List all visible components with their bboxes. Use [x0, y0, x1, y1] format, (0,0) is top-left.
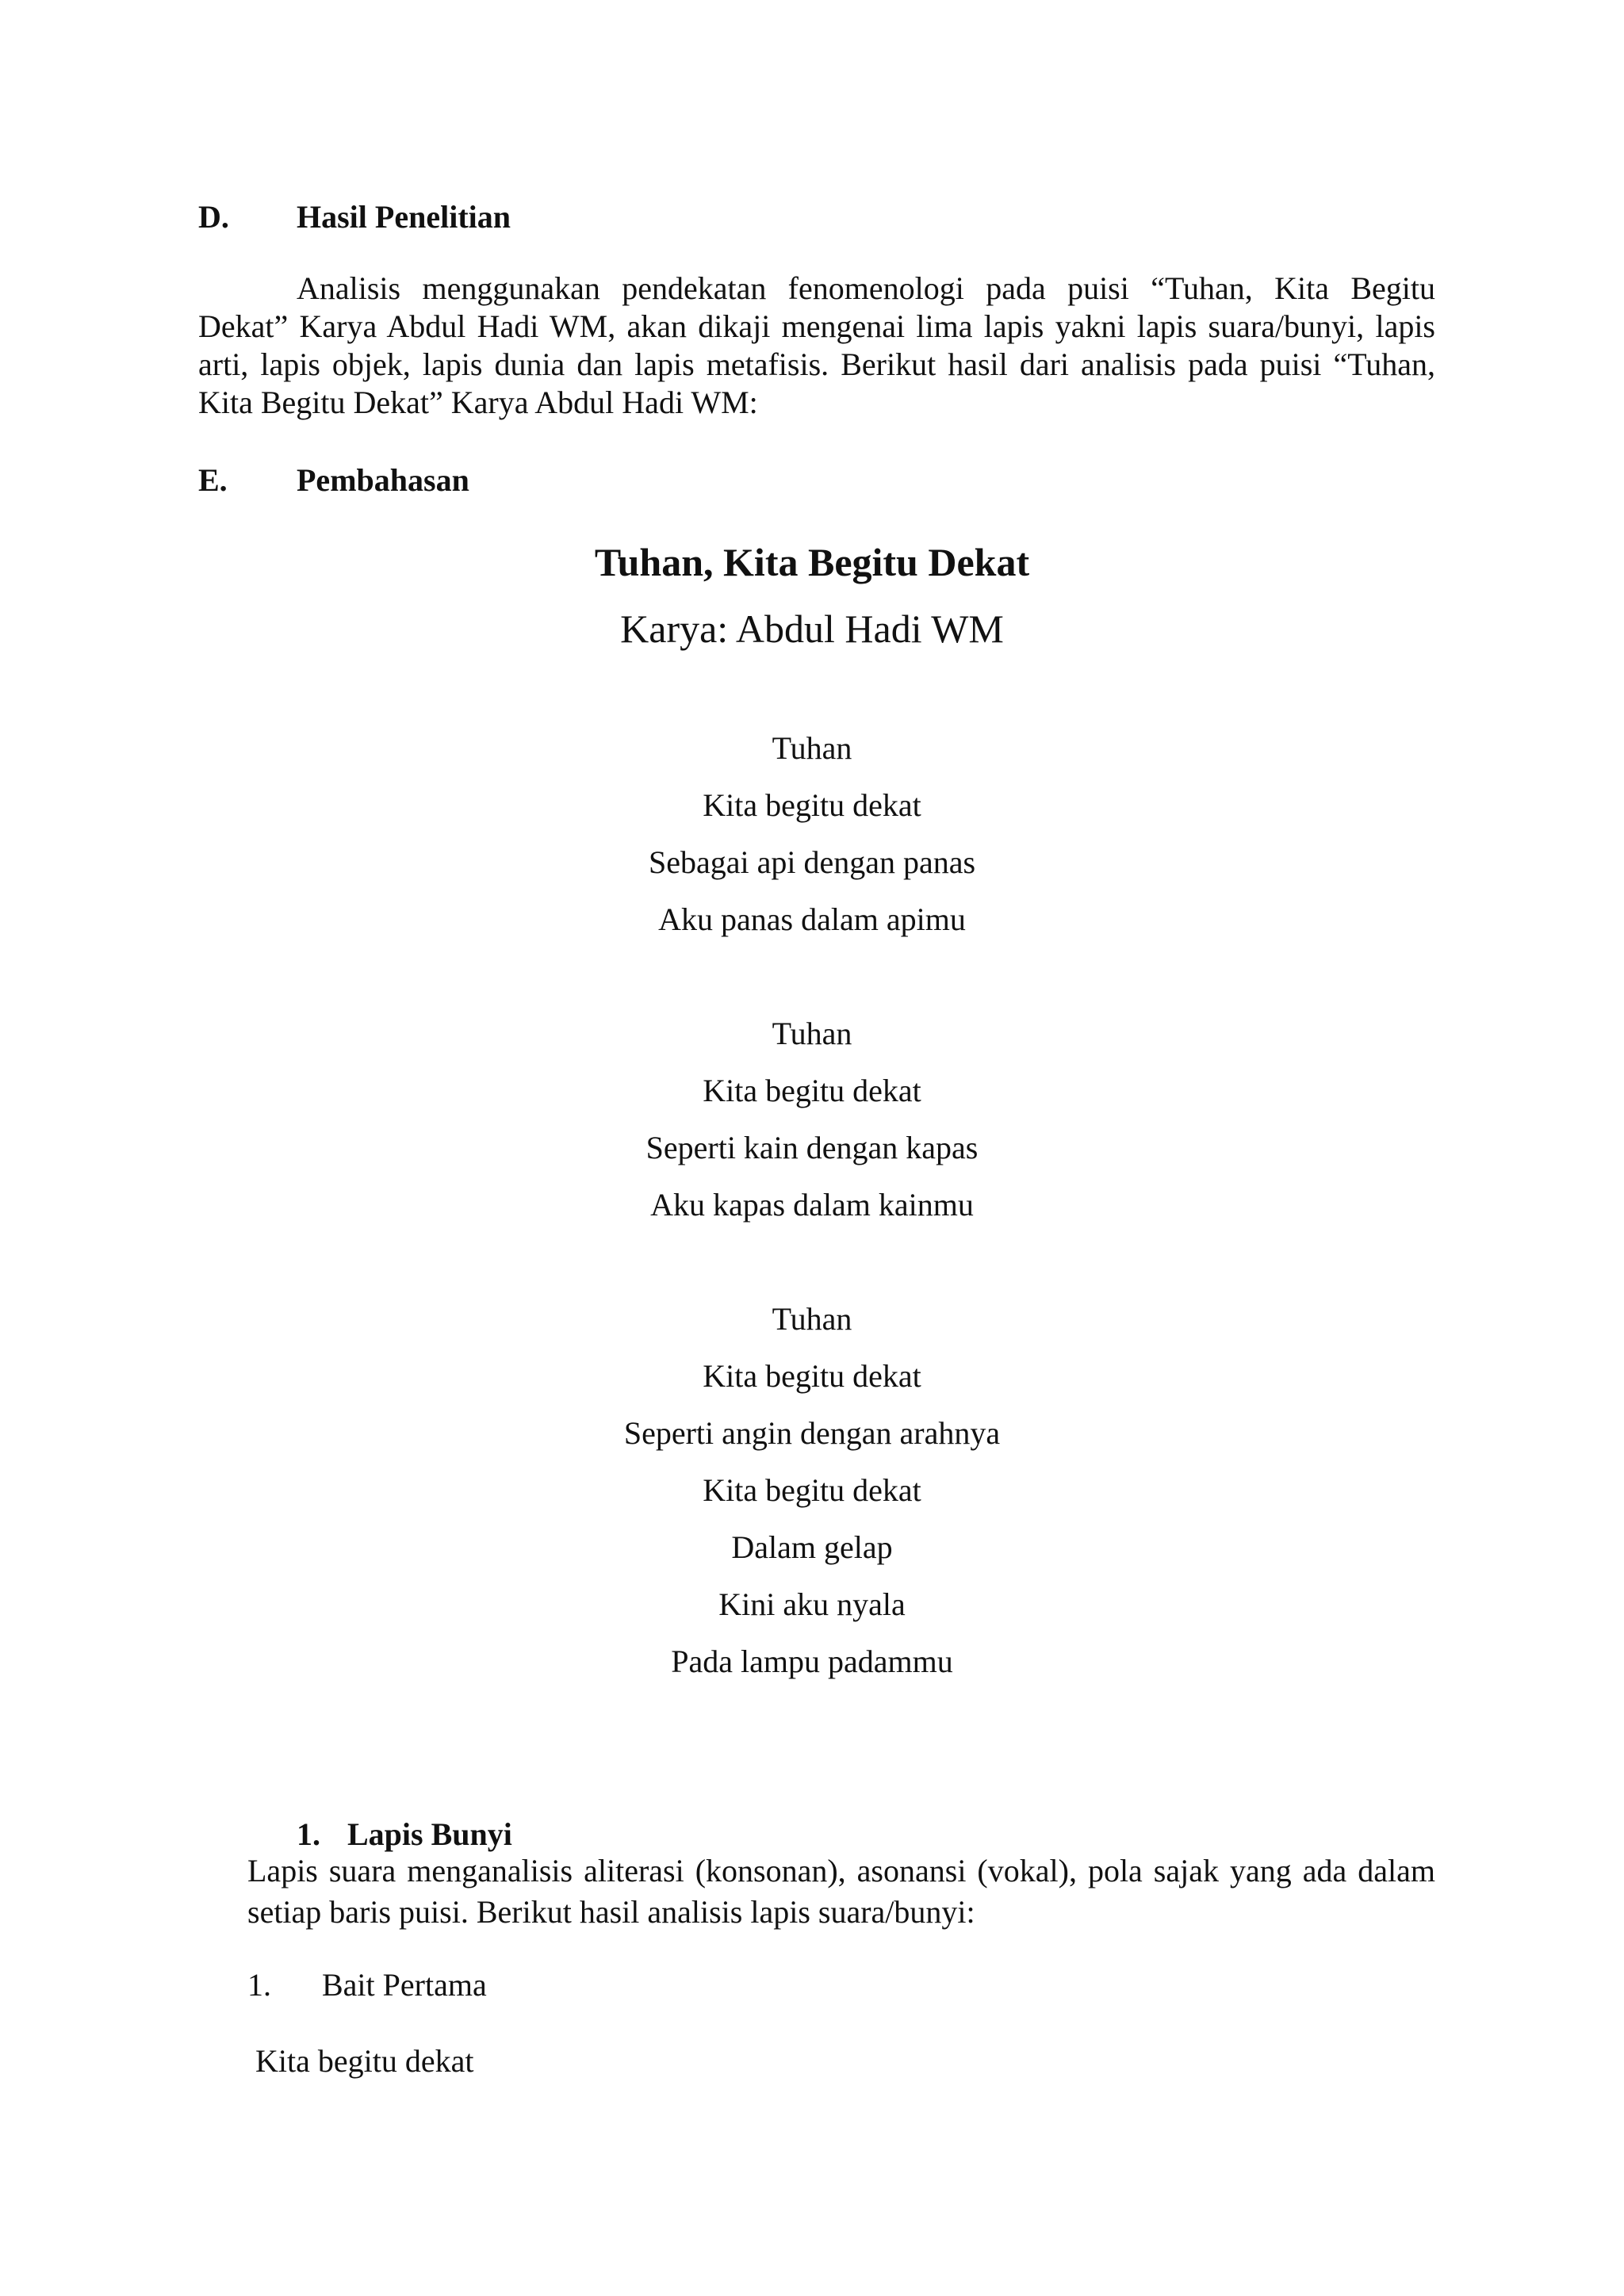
paragraph-line: Kita Begitu Dekat” Karya Abdul Hadi WM:	[198, 385, 758, 420]
trailing-poem-line: Kita begitu dekat	[255, 2043, 474, 2079]
paragraph-line: setiap baris puisi. Berikut hasil analisis lapis suara/bunyi:	[247, 1894, 975, 1930]
section-d-title: Hasil Penelitian	[297, 199, 511, 235]
section-e-title: Pembahasan	[297, 462, 469, 498]
list-item-text: Bait Pertama	[322, 1967, 487, 2003]
poem-title: Tuhan, Kita Begitu Dekat	[594, 540, 1030, 584]
poem-line: Kita begitu dekat	[703, 1358, 921, 1394]
poem-line: Sebagai api dengan panas	[648, 844, 976, 880]
subsection-number: 1.	[297, 1816, 320, 1852]
poem-line: Kita begitu dekat	[703, 787, 921, 823]
poem-line: Tuhan	[772, 1301, 852, 1337]
section-d-letter: D.	[198, 199, 229, 235]
poem-line: Aku kapas dalam kainmu	[650, 1187, 974, 1223]
paragraph-lapis-suara	[247, 1850, 1435, 1933]
list-item-number: 1.	[247, 1967, 271, 2003]
paragraph-line: Dekat” Karya Abdul Hadi WM, akan dikaji mengenai lima lapis yakni lapis suara/bunyi, lapis	[198, 308, 1435, 344]
subsection-title: Lapis Bunyi	[347, 1816, 512, 1852]
poem-line: Aku panas dalam apimu	[658, 901, 966, 937]
paragraph-analisis	[198, 270, 1435, 422]
poem-line: Seperti angin dengan arahnya	[623, 1415, 1001, 1451]
poem-author: Karya: Abdul Hadi WM	[620, 607, 1004, 651]
poem-line: Seperti kain dengan kapas	[645, 1130, 979, 1165]
paragraph-line: arti, lapis objek, lapis dunia dan lapis metafisis. Berikut hasil dari analisis pada puisi “Tuhan,	[198, 346, 1435, 382]
paragraph-line: Lapis suara menganalisis aliterasi (konsonan), asonansi (vokal), pola sajak yang ada dalam	[247, 1853, 1435, 1888]
poem-line: Tuhan	[772, 1016, 852, 1051]
poem-line: Kini aku nyala	[718, 1586, 906, 1622]
poem-line: Pada lampu padammu	[671, 1644, 953, 1679]
poem-line: Kita begitu dekat	[703, 1472, 921, 1508]
paragraph-line: Analisis menggunakan pendekatan fenomenologi pada puisi “Tuhan, Kita Begitu	[297, 270, 1435, 306]
poem-line: Kita begitu dekat	[703, 1073, 921, 1108]
poem-line: Dalam gelap	[731, 1529, 893, 1565]
poem-line: Tuhan	[772, 730, 852, 766]
section-e-letter: E.	[198, 462, 228, 498]
